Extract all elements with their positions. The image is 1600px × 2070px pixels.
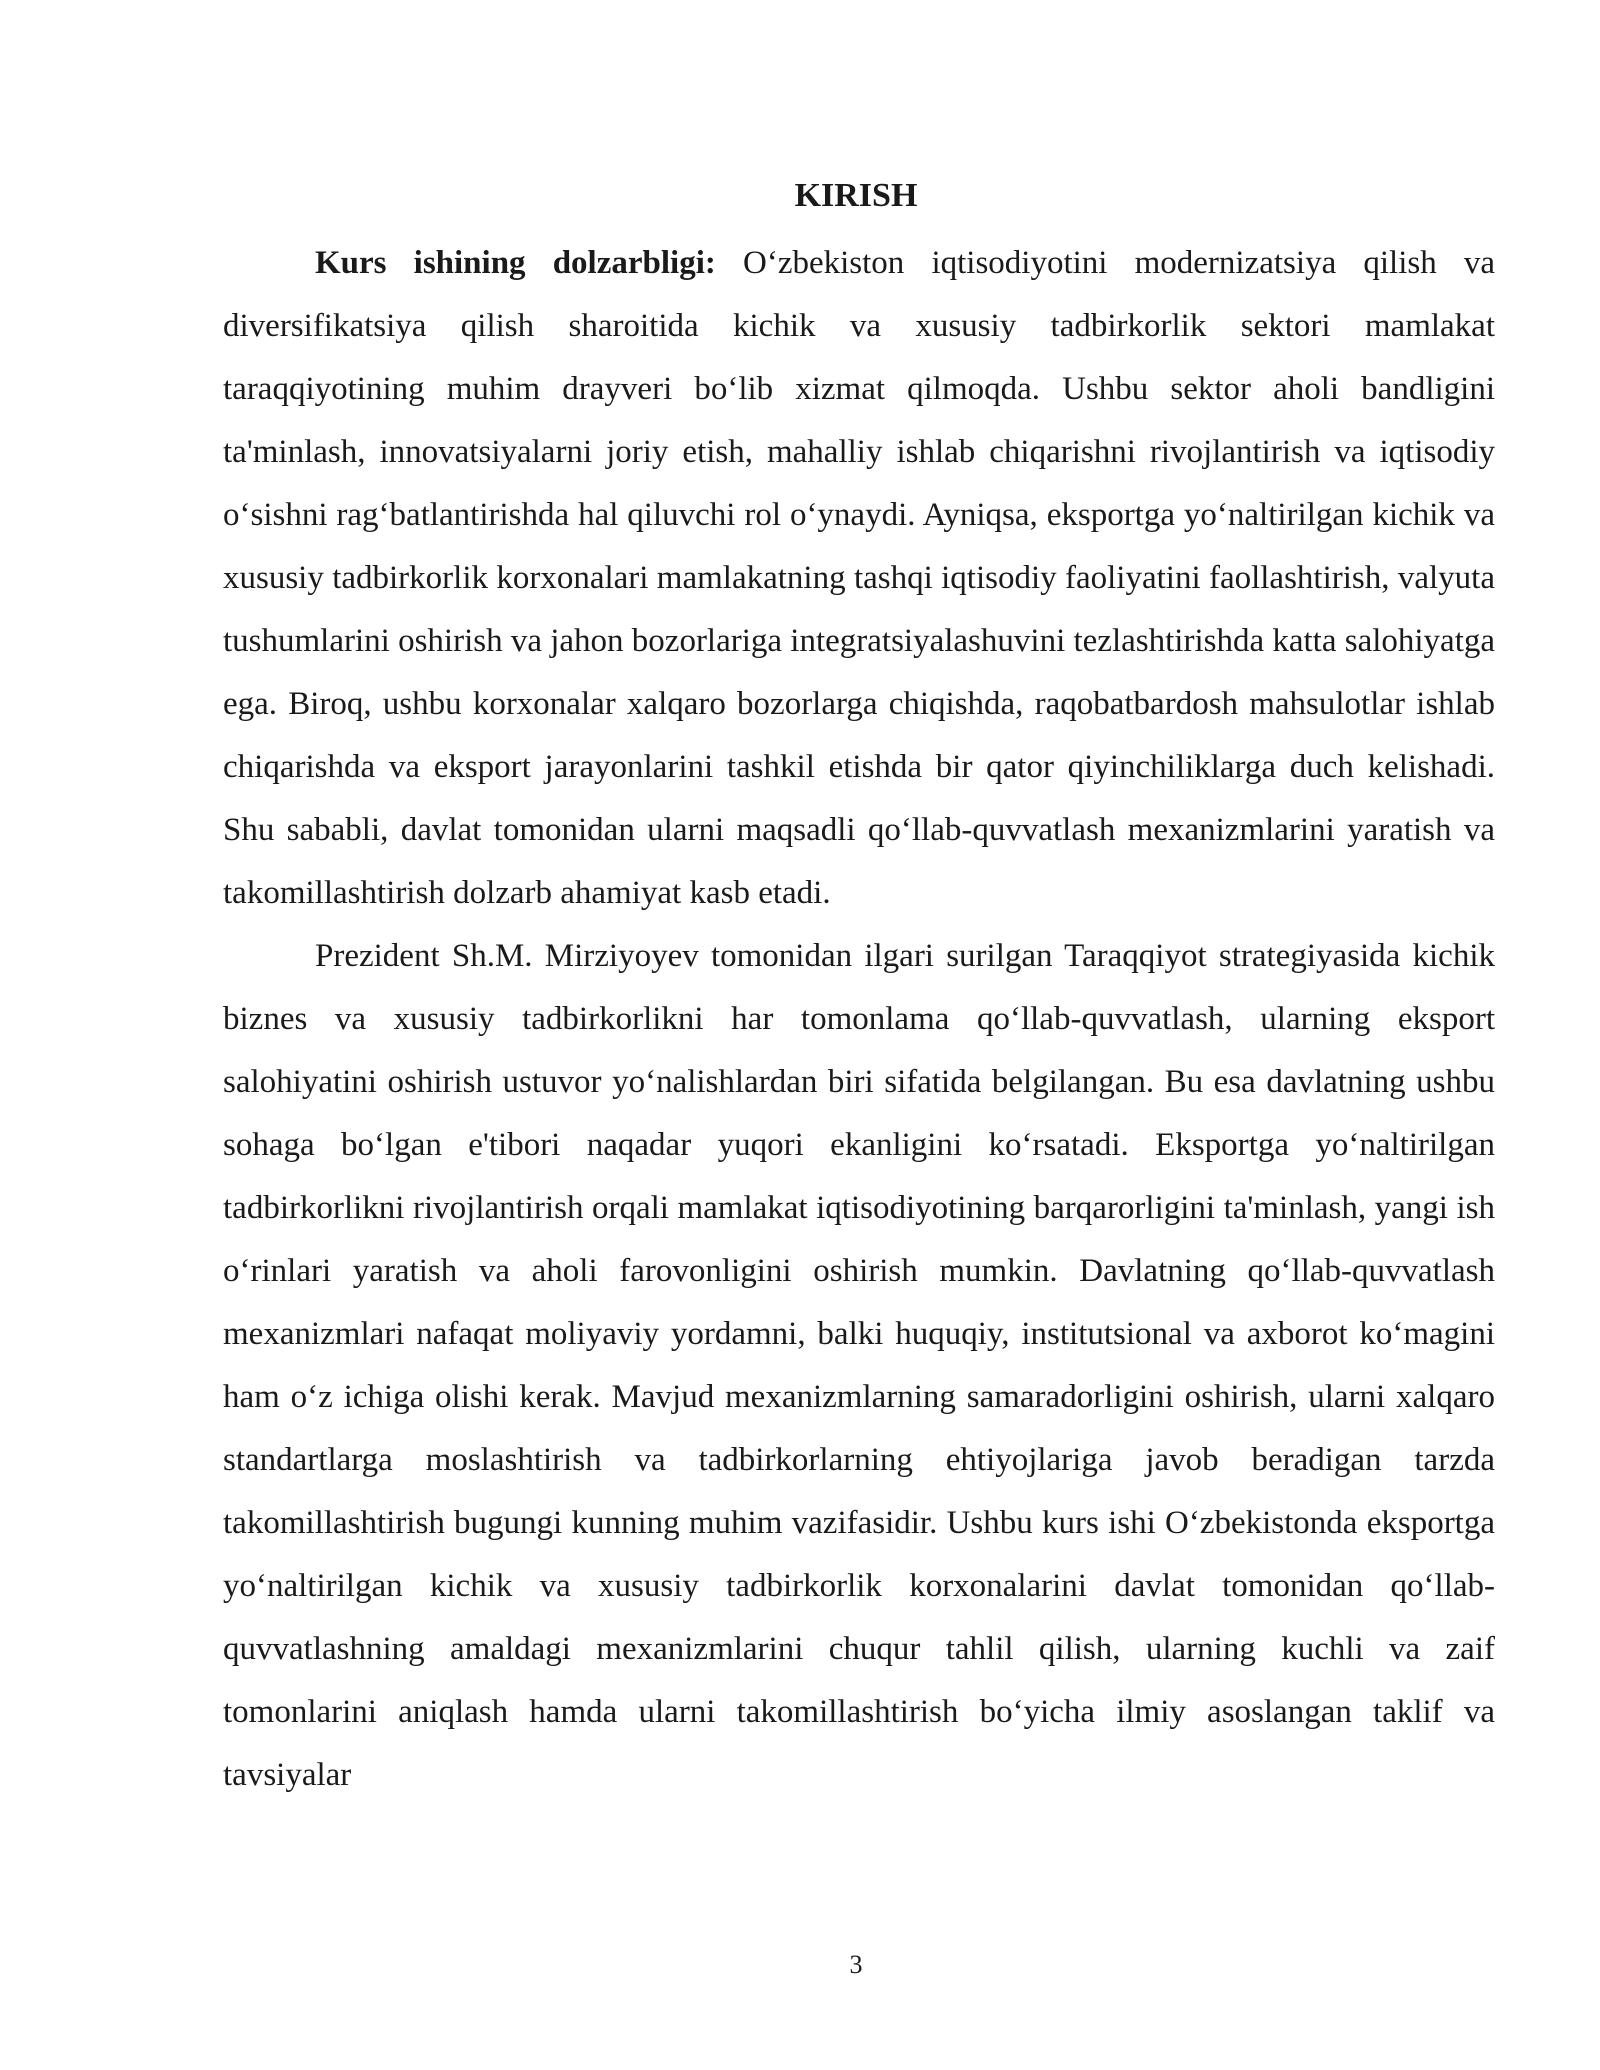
section-heading: KIRISH <box>794 177 918 214</box>
paragraph-lead-label: Kurs ishining dolzarbligi: <box>315 245 716 281</box>
paragraph-text: Prezident Sh.M. Mirziyoyev tomonidan ilgari surilgan Taraqqiyot strategiyasida kichik biznes va xususiy tadbirkorlikni har tomonlama qo‘llab-quvvatlash, ularning eksport salohiyatini oshirish ustuvor yo‘nalishlardan biri sifatida belgilangan. Bu esa davlatning ushbu sohaga bo‘lgan e'tibori naqadar yuqori ekanligini ko‘rsatadi. Eksportga yo‘naltirilgan tadbirkorlikni rivojlantirish orqali mamlakat iqtisodiyotining barqarorligini ta'minlash, yangi ish o‘rinlari yaratish va aholi farovonligini oshirish mumkin. Davlatning qo‘llab-quvvatlash mexanizmlari nafaqat moliyaviy yordamni, balki huquqiy, institutsional va axborot ko‘magini ham o‘z ichiga olishi kerak. Mavjud mexanizmlarning samaradorligini oshirish, ularni xalqaro standartlarga moslashtirish va tadbirkorlarning ehtiyojlariga javob beradigan tarzda takomillashtirish bugungi kunning muhim vazifasidir. Ushbu kurs ishi O‘zbekistonda eksportga yo‘naltirilgan kichik va xususiy tadbirkorlik korxonalarini davlat tomonidan qo‘llab-quvvatlashning amaldagi mexanizmlarini chuqur tahlil qilish, ularning kuchli va zaif tomonlarini aniqlash hamda ularni takomillashtirish bo‘yicha ilmiy asoslangan taklif va tavsiyalar <box>223 938 1495 1793</box>
paragraph-relevance <box>223 232 1495 925</box>
paragraph-strategy <box>223 925 1495 1807</box>
page-number: 3 <box>849 1950 863 1979</box>
body-text <box>223 232 1495 1807</box>
paragraph-text: O‘zbekiston iqtisodiyotini modernizatsiya qilish va diversifikatsiya qilish sharoitida kichik va xususiy tadbirkorlik sektori mamlakat taraqqiyotining muhim drayveri bo‘lib xizmat qilmoqda. Ushbu sektor aholi bandligini ta'minlash, innovatsiyalarni joriy etish, mahalliy ishlab chiqarishni rivojlantirish va iqtisodiy o‘sishni rag‘batlantirishda hal qiluvchi rol o‘ynaydi. Ayniqsa, eksportga yo‘naltirilgan kichik va xususiy tadbirkorlik korxonalari mamlakatning tashqi iqtisodiy faoliyatini faollashtirish, valyuta tushumlarini oshirish va jahon bozorlariga integratsiyalashuvini tezlashtirishda katta salohiyatga ega. Biroq, ushbu korxonalar xalqaro bozorlarga chiqishda, raqobatbardosh mahsulotlar ishlab chiqarishda va eksport jarayonlarini tashkil etishda bir qator qiyinchiliklarga duch kelishadi. Shu sababli, davlat tomonidan ularni maqsadli qo‘llab-quvvatlash mexanizmlarini yaratish va takomillashtirish dolzarb ahamiyat kasb etadi. <box>223 245 1496 911</box>
